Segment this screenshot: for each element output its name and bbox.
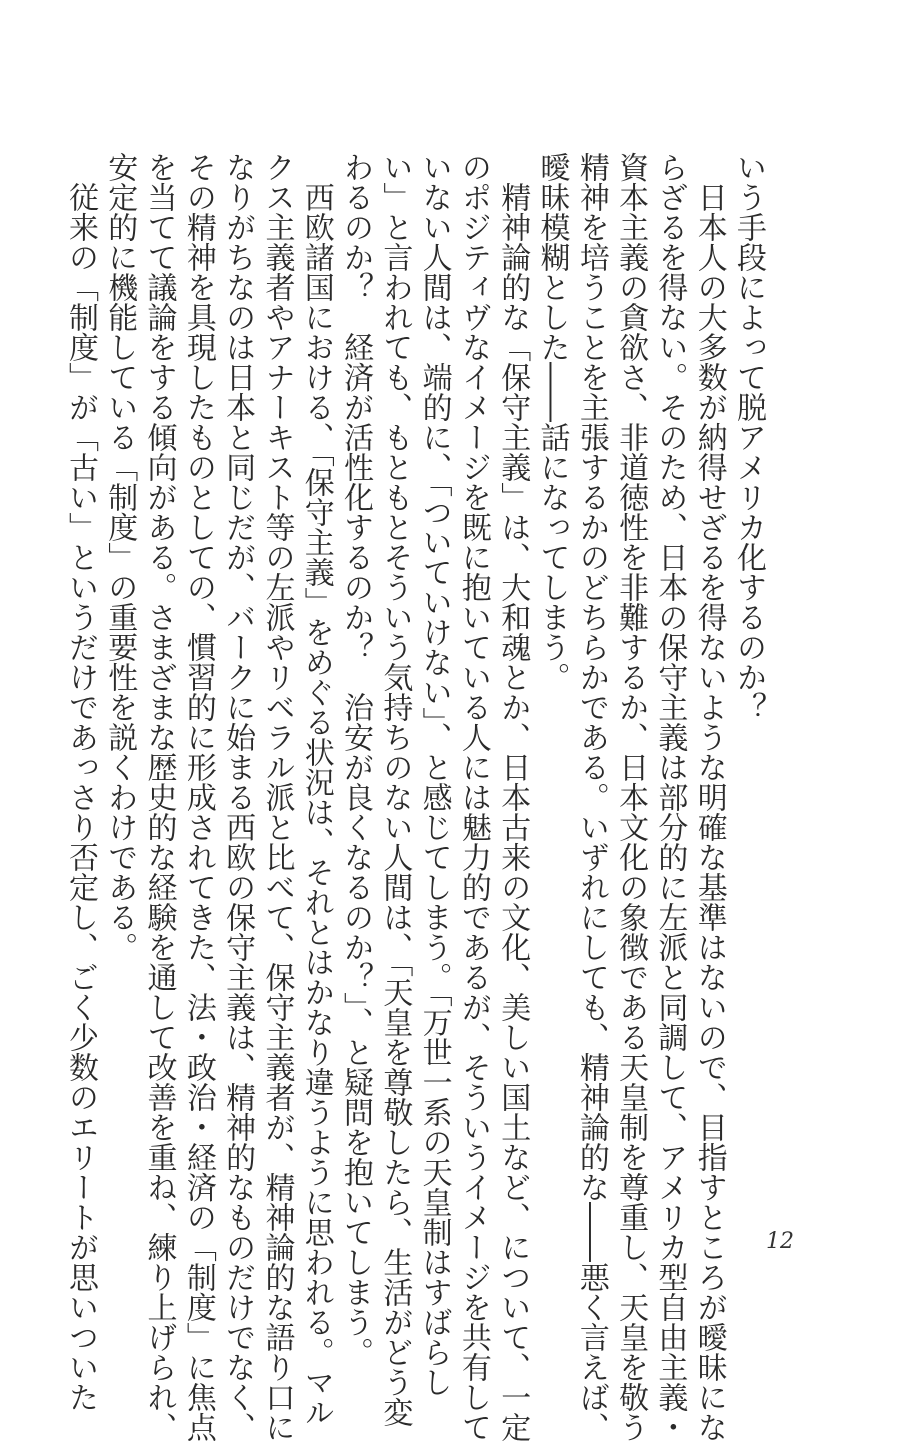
text-line-18: 従来の「制度」が「古い」というだけであっさり否定し、ごく少数のエリートが思いついた — [62, 152, 98, 1412]
text-line-9: いない人間は、端的に、「ついていけない」、と感じてしまう。「万世一系の天皇制はすばらし — [416, 152, 452, 1397]
text-line-4: 資本主義の貪欲さ、非道徳性を非難するか、日本文化の象徴である天皇制を尊重し、天皇を敬う — [613, 152, 649, 1442]
text-line-15: その精神を具現したものとしての、慣習的に形成されてきた、法・政治・経済の「制度」に焦点 — [180, 152, 216, 1442]
text-line-1: いう手段によって脱アメリカ化するのか？ — [731, 152, 766, 722]
text-line-16: を当てて議論をする傾向がある。さまざまな歴史的な経験を通して改善を重ね、練り上げられ、 — [141, 152, 177, 1442]
text-line-14: なりがちなのは日本と同じだが、バークに始まる西欧の保守主義は、精神的なものだけでなく、 — [220, 152, 256, 1442]
text-line-2: 日本人の大多数が納得せざるを得ないような明確な基準はないので、目指すところが曖昧にな — [691, 152, 727, 1442]
vertical-text-body — [62, 152, 768, 1442]
text-line-12: 西欧諸国における、「保守主義」をめぐる状況は、それとはかなり違うように思われる。マル — [298, 152, 334, 1427]
text-line-11: わるのか？ 経済が活性化するのか？ 治安が良くなるのか？」、と疑問を抱いてしまう。 — [338, 152, 374, 1367]
text-line-6: 曖昧模糊とした――話になってしまう。 — [534, 152, 570, 692]
text-line-5: 精神を培うことを主張するかのどちらかである。いずれにしても、精神論的な――悪く言えば、 — [573, 152, 609, 1442]
text-line-8: のポジティヴなイメージを既に抱いている人には魅力的であるが、そういうイメージを共有して — [455, 152, 491, 1442]
page-number: 12 — [766, 1229, 794, 1254]
text-line-17: 安定的に機能している「制度」の重要性を説くわけである。 — [102, 152, 138, 962]
text-line-10: い」と言われても、もともとそういう気持ちのない人間は、「天皇を尊敬したら、生活がどう変 — [377, 152, 413, 1427]
text-line-3: らざるを得ない。そのため、日本の保守主義は部分的に左派と同調して、アメリカ型自由主義・ — [652, 152, 688, 1442]
text-line-13: クス主義者やアナーキスト等の左派やリベラル派と比べて、保守主義者が、精神論的な語り口に — [259, 152, 295, 1442]
text-line-7: 精神論的な「保守主義」は、大和魂とか、日本古来の文化、美しい国土など、について、一定 — [495, 152, 531, 1442]
